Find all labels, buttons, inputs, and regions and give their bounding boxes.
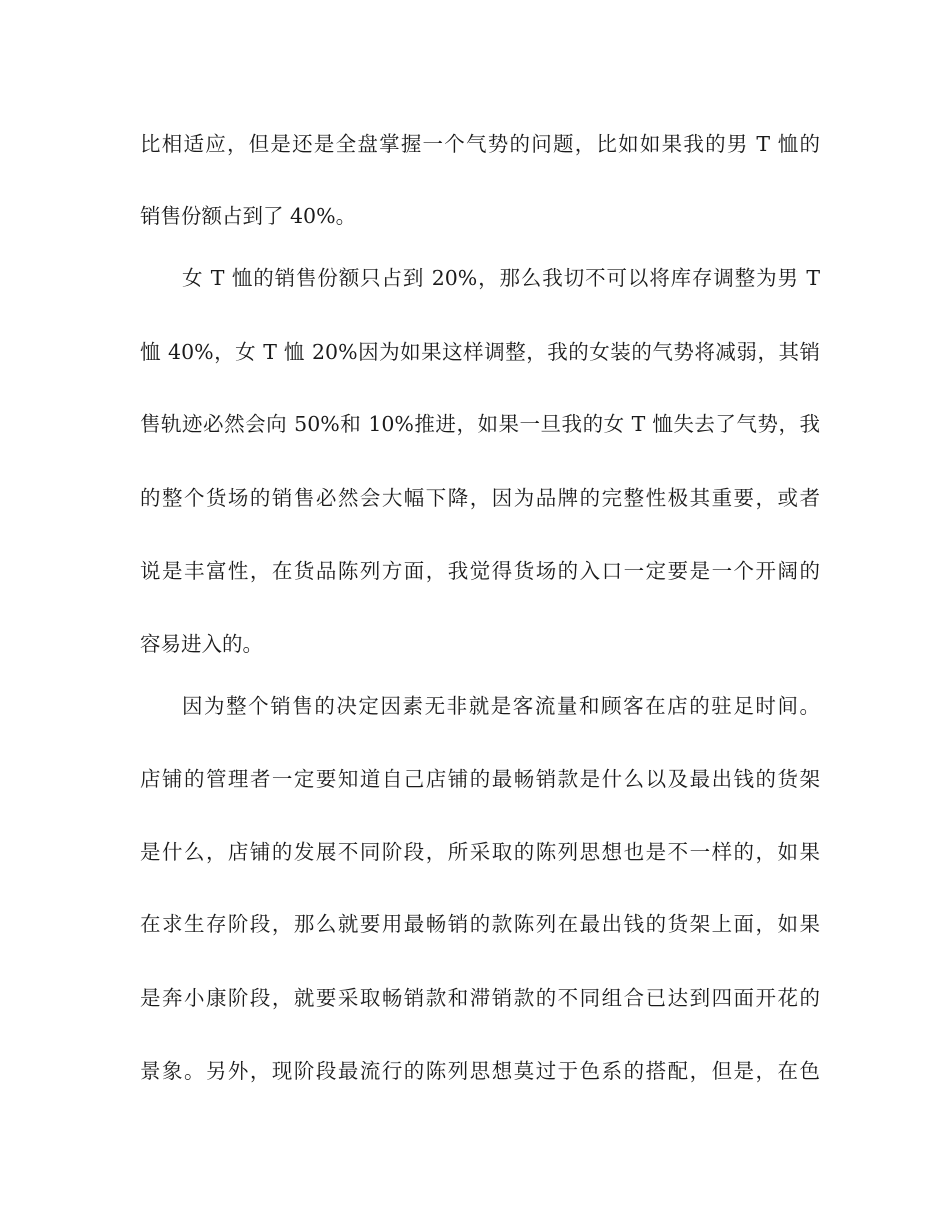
text-line: 销售份额占到了 40%。 [140, 204, 357, 228]
text-line: 容易进入的。 [140, 632, 263, 656]
text-line: 是什么，店铺的发展不同阶段，所采取的陈列思想也是不一样的，如果 [140, 840, 820, 864]
text-line: 的整个货场的销售必然会大幅下降，因为品牌的完整性极其重要，或者 [140, 486, 820, 510]
text-line: 是奔小康阶段，就要采取畅销款和滞销款的不同组合已达到四面开花的 [140, 986, 820, 1010]
text-line: 景象。另外，现阶段最流行的陈列思想莫过于色系的搭配，但是，在色 [140, 1059, 820, 1083]
text-line: 说是丰富性，在货品陈列方面，我觉得货场的入口一定要是一个开阔的 [140, 559, 820, 583]
text-line: 女 T 恤的销售份额只占到 20%，那么我切不可以将库存调整为男 T [182, 266, 820, 290]
text-line: 比相适应，但是还是全盘掌握一个气势的问题，比如如果我的男 T 恤的 [140, 132, 820, 156]
text-line: 在求生存阶段，那么就要用最畅销的款陈列在最出钱的货架上面，如果 [140, 912, 820, 936]
text-line: 恤 40%，女 T 恤 20%因为如果这样调整，我的女装的气势将减弱，其销 [140, 340, 820, 364]
text-line: 因为整个销售的决定因素无非就是客流量和顾客在店的驻足时间。 [182, 694, 820, 718]
text-line: 售轨迹必然会向 50%和 10%推进，如果一旦我的女 T 恤失去了气势，我 [140, 412, 820, 436]
text-line: 店铺的管理者一定要知道自己店铺的最畅销款是什么以及最出钱的货架 [140, 767, 820, 791]
